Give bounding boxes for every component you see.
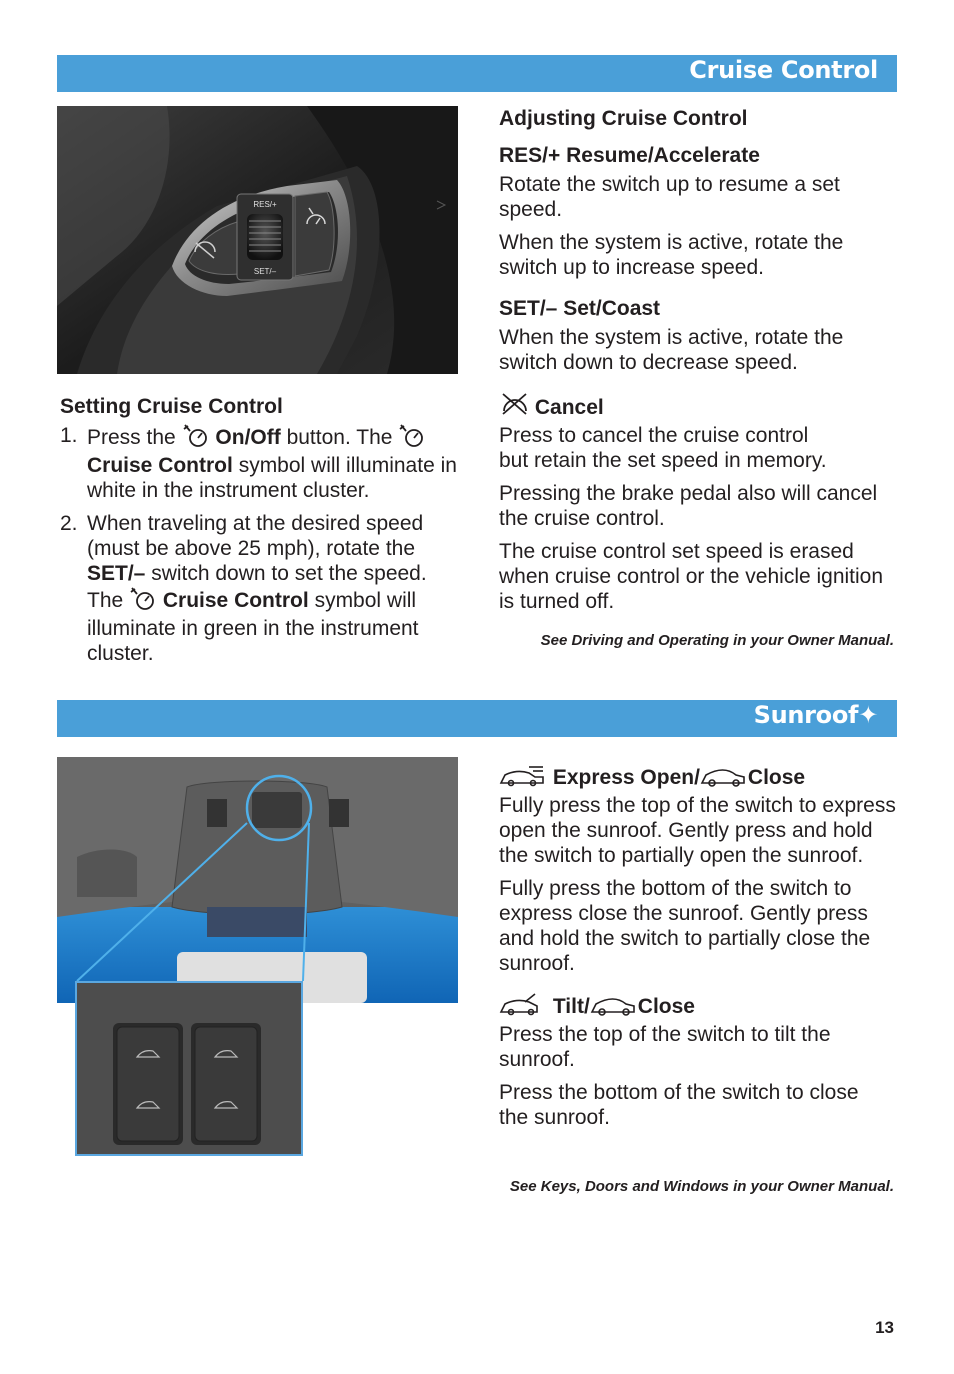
cancel-text-2: Pressing the brake pedal also will cancel the cruise control. bbox=[499, 482, 878, 530]
sunroof-close-icon bbox=[700, 763, 748, 793]
page-number: 13 bbox=[875, 1318, 894, 1337]
sunroof-express-open-icon bbox=[499, 763, 547, 793]
cruise-control-header bbox=[57, 55, 897, 92]
step-1 bbox=[60, 423, 460, 503]
setting-heading: Setting Cruise Control bbox=[60, 395, 283, 418]
step-text: When traveling at the desired speed (must be above 25 mph), rotate the bbox=[87, 512, 424, 560]
cruise-reference-note: See Driving and Operating in your Owner Manual. bbox=[540, 632, 894, 649]
res-heading: RES/+ Resume/Accelerate bbox=[499, 144, 760, 167]
setting-cruise-control bbox=[60, 394, 460, 674]
cruise-control-label: Cruise Control bbox=[87, 454, 233, 477]
res-text-1: Rotate the switch up to resume a set speed. bbox=[499, 173, 840, 221]
adjusting-cruise-control bbox=[499, 106, 897, 622]
step-number: 1. bbox=[60, 424, 78, 447]
step-2 bbox=[60, 511, 460, 666]
step-number: 2. bbox=[60, 512, 78, 535]
cancel-text-1: Press to cancel the cruise control but retain the set speed in memory. bbox=[499, 424, 827, 472]
adjusting-heading: Adjusting Cruise Control bbox=[499, 107, 748, 130]
set-heading: SET/– Set/Coast bbox=[499, 297, 661, 320]
sunroof-close-icon bbox=[590, 992, 638, 1022]
tilt-heading-tilt: Tilt/ bbox=[552, 995, 590, 1018]
express-text-1: Fully press the top of the switch to express open the sunroof. Gently press and hold the switch to partially open the sunroof. bbox=[499, 794, 896, 867]
step-text: Press the bbox=[87, 426, 176, 449]
res-text-2: When the system is active, rotate the switch up to increase speed. bbox=[499, 231, 844, 279]
step-text: button. The bbox=[286, 426, 393, 449]
cancel-text-3: The cruise control set speed is erased when cruise control or the vehicle ignition is turned off. bbox=[499, 540, 884, 613]
cruise-control-icon bbox=[398, 423, 426, 453]
cancel-heading-row bbox=[499, 391, 897, 423]
express-text-2: Fully press the bottom of the switch to express close the sunroof. Gently press and hold the switch to partially close the sunroof. bbox=[499, 877, 871, 975]
sunroof-tilt-icon bbox=[499, 992, 547, 1022]
set-text-1: When the system is active, rotate the switch down to decrease speed. bbox=[499, 326, 844, 374]
step-text: symbol will illuminate in green in the instrument cluster. bbox=[87, 589, 419, 665]
cruise-control-label: Cruise Control bbox=[162, 589, 309, 612]
tilt-text-2: Press the bottom of the switch to close the sunroof. bbox=[499, 1081, 859, 1129]
set-label: SET/– bbox=[87, 562, 146, 585]
steering-wheel-photo bbox=[57, 106, 458, 374]
sunroof-switch-closeup bbox=[75, 981, 303, 1156]
section-title: Cruise Control bbox=[689, 56, 878, 84]
cancel-heading: Cancel bbox=[534, 396, 604, 419]
cruise-on-off-icon bbox=[182, 423, 210, 453]
express-heading-row bbox=[499, 763, 897, 793]
set-label: SET/– bbox=[253, 267, 277, 276]
cruise-control-icon bbox=[129, 586, 157, 616]
step-text: switch down to set the speed. The bbox=[87, 562, 427, 612]
sunroof-header bbox=[57, 700, 897, 737]
step-text: symbol will illuminate in white in the instrument cluster. bbox=[87, 454, 457, 502]
sunroof-reference-note: See Keys, Doors and Windows in your Owner Manual. bbox=[509, 1178, 894, 1195]
sunroof-instructions bbox=[499, 763, 897, 1138]
express-heading-close: Close bbox=[747, 766, 806, 789]
tilt-text-1: Press the top of the switch to tilt the sunroof. bbox=[499, 1023, 831, 1071]
tilt-heading-row bbox=[499, 992, 897, 1022]
res-label: RES/+ bbox=[253, 200, 277, 209]
cruise-cancel-icon bbox=[499, 391, 529, 423]
setting-steps bbox=[60, 423, 460, 666]
section-title: Sunroof✦ bbox=[753, 701, 878, 729]
on-off-label: On/Off bbox=[215, 426, 281, 449]
overhead-console-photo bbox=[57, 757, 458, 1003]
express-heading-open: Express Open/ bbox=[552, 766, 700, 789]
tilt-heading-close: Close bbox=[637, 995, 695, 1018]
